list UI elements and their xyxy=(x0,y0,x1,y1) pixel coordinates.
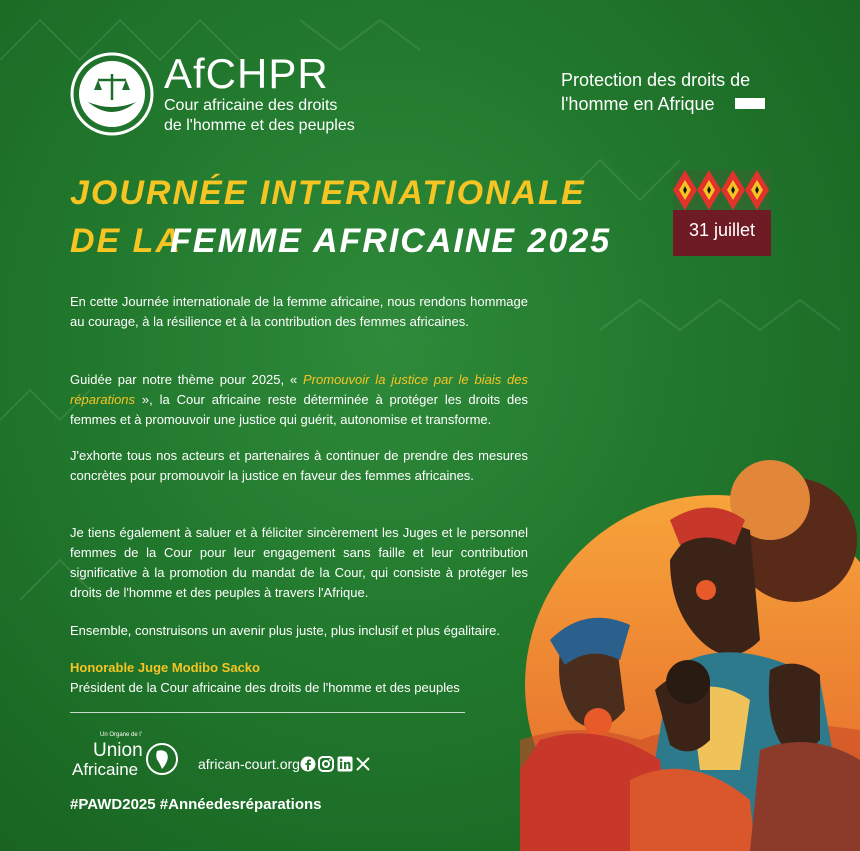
brand-subtitle-line2: de l'homme et des peuples xyxy=(164,117,355,134)
signer-role: Président de la Cour africaine des droits de l'homme et des peuples xyxy=(70,680,460,695)
date-text: 31 juillet xyxy=(688,220,756,240)
theme-text: Promouvoir la justice par le biais des réparations xyxy=(70,372,528,407)
tagline-bar xyxy=(735,98,765,109)
tagline-line1: Protection des droits de xyxy=(561,70,751,90)
paragraph-1: En cette Journée internationale de la femme africaine, nous rendons hommage au courage, à la résilience et à la contribution des femmes africaines. xyxy=(70,294,528,329)
title-line2-part1: DE LA xyxy=(70,222,182,260)
divider xyxy=(70,712,465,713)
paragraph-3: J'exhorte tous nos acteurs et partenaires à continuer de prendre des mesures concrètes pour promouvoir la justice en faveur des femmes africaines. xyxy=(70,448,528,483)
paragraph-5: Ensemble, construisons un avenir plus juste, plus inclusif et plus égalitaire. xyxy=(70,623,500,638)
date-badge xyxy=(673,170,771,256)
paragraph-4: Je tiens également à saluer et à féliciter sincèrement les Juges et le personnel femmes de la Cour pour leur engagement sans faille et leur contribution significative à la promotion du mandat de la Cour, qui consiste à protéger les droits de l'homme et des peuples à travers l'Afrique. xyxy=(70,525,528,600)
paragraph-2 xyxy=(70,370,528,430)
african-union-emblem-icon xyxy=(145,742,179,776)
x-icon[interactable] xyxy=(355,756,371,772)
paragraph-2-start: Guidée par notre thème pour 2025, « xyxy=(70,372,304,387)
linkedin-icon[interactable] xyxy=(337,756,353,772)
au-name-line2: Africaine xyxy=(72,760,139,779)
signer-name: Honorable Juge Modibo Sacko xyxy=(70,660,260,675)
kente-pattern-icon xyxy=(673,170,771,210)
brand-name: AfCHPR xyxy=(164,50,329,97)
website-link[interactable]: african-court.org xyxy=(198,756,300,772)
tagline-line2: l'homme en Afrique xyxy=(561,94,715,114)
au-organ-label: Un Organe de l' xyxy=(100,732,142,738)
instagram-icon[interactable] xyxy=(318,756,334,772)
paragraph-2-end: », la Cour africaine reste déterminée à protéger les droits des femmes et à promouvoir une justice qui guérit, autonomise et transforme. xyxy=(70,392,528,427)
facebook-icon[interactable] xyxy=(300,756,316,772)
title-line1: JOURNÉE INTERNATIONALE xyxy=(70,174,586,212)
title-line2-part2: FEMME AFRICAINE 2025 xyxy=(170,222,612,260)
hashtags: #PAWD2025 #Annéedesréparations xyxy=(70,796,322,813)
afchpr-logo xyxy=(70,52,154,136)
brand-subtitle-line1: Cour africaine des droits xyxy=(164,97,338,114)
african-women-illustration xyxy=(520,440,860,851)
au-name-line1: Union xyxy=(93,740,143,761)
